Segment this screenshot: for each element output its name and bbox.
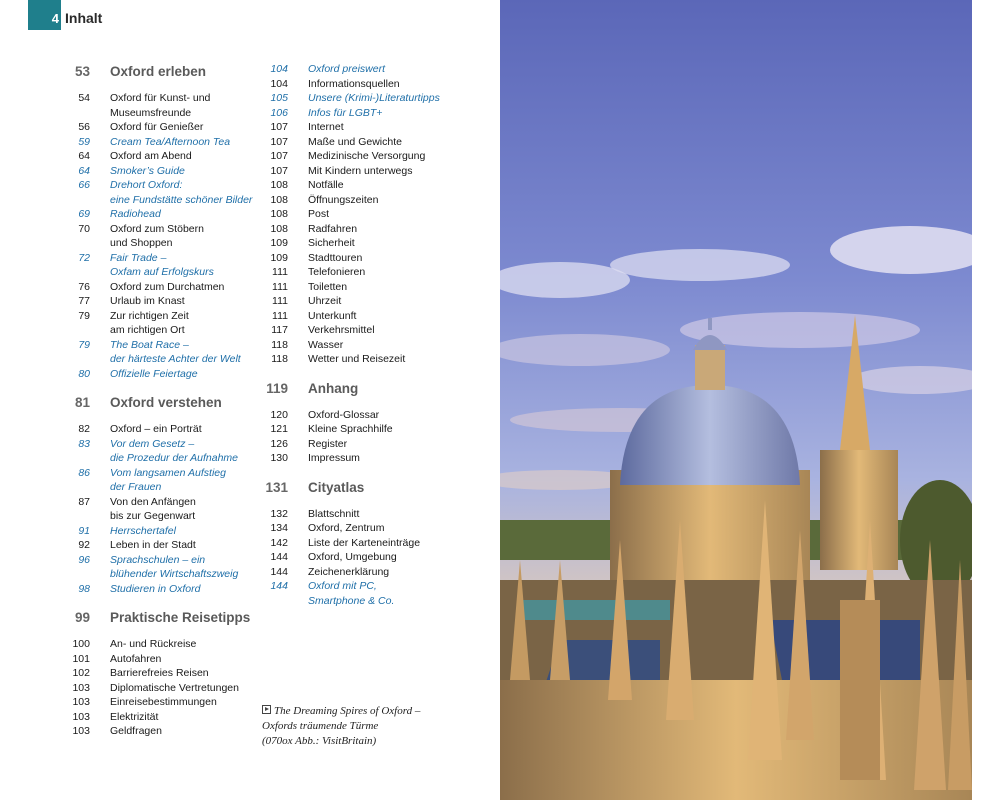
toc-section-heading [60, 64, 260, 91]
toc-box-entry [60, 553, 260, 568]
page-header [28, 0, 102, 30]
toc-section-heading [258, 480, 458, 507]
toc-box-entry [60, 437, 260, 452]
entry-page-number: 107 [270, 135, 288, 148]
entry-title: Unsere (Krimi-)Literaturtipps [308, 92, 440, 104]
entry-title: Elektrizität [110, 710, 159, 723]
toc-entry [60, 280, 260, 295]
toc-entry [258, 294, 458, 309]
toc-box-entry [60, 367, 260, 382]
toc-entry [258, 338, 458, 353]
entry-page-number: 107 [270, 150, 288, 162]
toc-entry [258, 77, 458, 92]
entry-title: Urlaub im Knast [110, 295, 185, 307]
entry-title: Oxford-Glossar [308, 408, 380, 421]
toc-entry [258, 149, 458, 164]
entry-page-number: 103 [72, 710, 90, 723]
toc-box-entry [60, 352, 260, 367]
entry-title: Cream Tea/Afternoon Tea [110, 135, 231, 148]
entry-title: der Frauen [110, 481, 162, 493]
toc-entry [60, 666, 260, 681]
entry-page-number: 70 [78, 222, 90, 235]
entry-title: Informationsquellen [308, 77, 400, 90]
entry-title: Unterkunft [308, 309, 357, 322]
toc-entry [258, 550, 458, 565]
toc-box-entry [258, 62, 458, 77]
entry-title: Kleine Sprachhilfe [308, 423, 393, 435]
entry-page-number [60, 451, 90, 466]
toc-entry [60, 222, 260, 237]
entry-title: Drehort Oxford: [110, 179, 183, 191]
toc-entry [258, 323, 458, 338]
entry-title: Oxford zum Stöbern [110, 222, 204, 235]
entry-title: blühender Wirtschaftszweig [110, 568, 239, 580]
entry-title: Autofahren [110, 652, 162, 665]
toc-entry [60, 149, 260, 164]
toc-column-left [60, 62, 260, 739]
section-page-number: 131 [265, 479, 288, 495]
oxford-skyline-photo [500, 0, 972, 800]
entry-page-number: 59 [78, 135, 90, 148]
toc-box-entry [60, 207, 260, 222]
caption-line-2: Oxfords träumende Türme [262, 720, 379, 732]
section-title: Cityatlas [308, 479, 365, 495]
toc-entry [258, 265, 458, 280]
entry-title: Mit Kindern unterwegs [308, 164, 413, 177]
entry-page-number: 144 [270, 565, 288, 578]
entry-title: Smoker’s Guide [110, 164, 185, 177]
entry-title: Barrierefreies Reisen [110, 667, 209, 679]
toc-box-entry [60, 338, 260, 353]
toc-section-heading [258, 381, 458, 408]
entry-title: Zur richtigen Zeit [110, 309, 189, 322]
entry-title: Register [308, 437, 348, 450]
section-title: Praktische Reisetipps [110, 610, 251, 625]
toc-entry [60, 323, 260, 338]
toc-section-heading [60, 395, 260, 422]
toc-box-entry [60, 164, 260, 179]
toc-entry [60, 495, 260, 510]
toc-box-entry [258, 91, 458, 106]
toc-entry [258, 565, 458, 580]
entry-title: Toiletten [308, 280, 348, 293]
toc-entry [258, 164, 458, 179]
toc-entry [258, 222, 458, 237]
entry-page-number: 108 [270, 179, 288, 191]
entry-page-number: 126 [270, 437, 288, 450]
toc-box-entry [258, 106, 458, 121]
toc-entry [60, 637, 260, 652]
entry-title: Oxford mit PC, [308, 580, 377, 592]
entry-title: Wetter und Reisezeit [308, 353, 406, 365]
entry-page-number [60, 567, 90, 582]
entry-title: Wasser [308, 338, 344, 351]
toc-box-entry [60, 466, 260, 481]
entry-page-number: 111 [272, 295, 288, 307]
toc-entry [258, 193, 458, 208]
entry-page-number: 108 [270, 222, 288, 235]
page-title: Inhalt [65, 10, 103, 26]
entry-title: Sicherheit [308, 237, 355, 249]
toc-box-entry [258, 579, 458, 594]
entry-page-number: 130 [270, 452, 288, 464]
entry-page-number: 134 [270, 522, 288, 534]
entry-title: Radfahren [308, 222, 358, 235]
toc-entry [258, 536, 458, 551]
entry-page-number [60, 323, 90, 338]
entry-title: Internet [308, 121, 344, 133]
entry-page-number: 109 [270, 237, 288, 249]
toc-entry [258, 280, 458, 295]
entry-page-number: 100 [72, 638, 90, 650]
entry-title: Oxford für Kunst- und [110, 92, 211, 104]
entry-page-number: 107 [270, 164, 288, 177]
entry-page-number: 79 [78, 338, 90, 351]
entry-page-number: 105 [270, 92, 288, 104]
entry-title: Oxford für Genießer [110, 121, 204, 133]
toc-entry [60, 538, 260, 553]
entry-title: und Shoppen [110, 237, 173, 249]
entry-title: Impressum [308, 452, 360, 464]
entry-title: Uhrzeit [308, 295, 342, 307]
caption-line-1: The Dreaming Spires of Oxford – [274, 705, 421, 717]
entry-title: eine Fundstätte schöner Bilder [110, 193, 253, 206]
toc-entry [258, 521, 458, 536]
entry-page-number: 106 [270, 106, 288, 119]
entry-page-number [258, 594, 288, 609]
entry-title: Diplomatische Vertretungen [110, 681, 239, 694]
entry-page-number [60, 193, 90, 208]
entry-page-number: 91 [78, 524, 90, 537]
entry-page-number: 92 [78, 539, 90, 551]
entry-title: Post [308, 208, 330, 220]
entry-title: Oxford preiswert [308, 63, 386, 75]
toc-entry [60, 309, 260, 324]
toc-section-heading [60, 610, 260, 637]
entry-title: Museumsfreunde [110, 106, 192, 119]
entry-page-number: 101 [72, 652, 90, 665]
entry-page-number: 144 [270, 580, 288, 592]
photo-reference-icon [262, 705, 271, 714]
entry-title: Offizielle Feiertage [110, 367, 198, 380]
toc-entry [258, 251, 458, 266]
toc-entry [258, 135, 458, 150]
entry-page-number: 77 [78, 295, 90, 307]
entry-title: Oxfam auf Erfolgskurs [110, 266, 214, 278]
toc-entry [60, 120, 260, 135]
entry-title: Oxford – ein Porträt [110, 423, 202, 435]
toc-box-entry [60, 135, 260, 150]
entry-page-number: 104 [270, 77, 288, 90]
entry-title: Radiohead [110, 208, 161, 220]
entry-title: Oxford am Abend [110, 150, 192, 162]
entry-title: Fair Trade – [110, 251, 167, 264]
toc-box-entry [60, 480, 260, 495]
entry-page-number: 118 [271, 353, 288, 365]
entry-page-number: 66 [78, 179, 90, 191]
entry-title: Oxford, Zentrum [308, 522, 385, 534]
section-page-number: 119 [266, 380, 288, 396]
toc-entry [258, 451, 458, 466]
section-title: Oxford verstehen [110, 395, 222, 410]
entry-title: Oxford zum Durchatmen [110, 280, 225, 293]
toc-entry [258, 178, 458, 193]
entry-title: Von den Anfängen [110, 495, 196, 508]
entry-title: Blattschnitt [308, 507, 360, 520]
entry-page-number: 111 [272, 309, 288, 322]
entry-title: Notfälle [308, 179, 344, 191]
toc-entry [60, 724, 260, 739]
entry-page-number: 104 [270, 63, 288, 75]
toc-entry [60, 422, 260, 437]
entry-title: Vor dem Gesetz – [110, 437, 195, 450]
toc-column-right [258, 62, 458, 608]
entry-page-number: 96 [78, 553, 90, 566]
entry-page-number: 107 [270, 121, 288, 133]
entry-title: Telefonieren [308, 266, 366, 278]
entry-page-number [60, 352, 90, 367]
entry-title: The Boat Race – [110, 338, 189, 351]
entry-title: Sprachschulen – ein [110, 553, 206, 566]
entry-page-number [60, 265, 90, 280]
entry-page-number: 80 [78, 367, 90, 380]
entry-page-number: 142 [270, 536, 288, 549]
entry-page-number: 118 [271, 338, 288, 351]
entry-page-number: 117 [271, 324, 288, 336]
entry-page-number [60, 509, 90, 524]
toc-entry [60, 236, 260, 251]
toc-entry [258, 309, 458, 324]
entry-page-number: 103 [72, 681, 90, 694]
section-page-number: 81 [74, 395, 90, 410]
entry-page-number: 79 [78, 309, 90, 322]
toc-entry [258, 236, 458, 251]
entry-title: am richtigen Ort [110, 324, 185, 336]
entry-title: Liste der Karteneinträge [308, 536, 421, 549]
toc-box-entry [60, 251, 260, 266]
toc-box-entry [60, 193, 260, 208]
entry-title: Herrschertafel [110, 524, 176, 537]
entry-title: Einreisebestimmungen [110, 696, 217, 708]
entry-page-number: 64 [78, 150, 90, 162]
entry-title: die Prozedur der Aufnahme [110, 452, 239, 464]
toc-entry [258, 352, 458, 367]
entry-page-number: 54 [78, 92, 90, 104]
toc-box-entry [60, 178, 260, 193]
entry-page-number: 86 [78, 466, 90, 479]
entry-page-number: 76 [78, 280, 90, 293]
entry-page-number [60, 236, 90, 251]
toc-entry [258, 507, 458, 522]
toc-entry [258, 207, 458, 222]
entry-page-number: 72 [78, 251, 90, 264]
entry-page-number: 144 [270, 551, 288, 563]
entry-title: Infos für LGBT+ [308, 106, 383, 119]
entry-page-number: 132 [270, 507, 288, 520]
toc-box-entry [60, 582, 260, 597]
entry-page-number: 56 [78, 121, 90, 133]
toc-entry [258, 422, 458, 437]
entry-page-number: 109 [270, 251, 288, 264]
entry-page-number: 87 [78, 495, 90, 508]
entry-title: Verkehrsmittel [308, 324, 375, 336]
entry-title: der härteste Achter der Welt [110, 353, 241, 365]
toc-entry [60, 91, 260, 106]
entry-page-number [60, 480, 90, 495]
entry-page-number: 83 [78, 437, 90, 450]
entry-title: Zeichenerklärung [308, 565, 390, 578]
entry-title: Studieren in Oxford [110, 582, 201, 595]
entry-title: Leben in der Stadt [110, 539, 196, 551]
toc-entry [60, 294, 260, 309]
entry-page-number: 103 [72, 725, 90, 737]
toc-entry [258, 408, 458, 423]
entry-title: Vom langsamen Aufstieg [110, 466, 226, 479]
toc-entry [258, 437, 458, 452]
entry-title: Oxford, Umgebung [308, 551, 397, 563]
toc-entry [60, 681, 260, 696]
entry-title: Geldfragen [110, 725, 162, 737]
entry-title: Maße und Gewichte [308, 135, 402, 148]
entry-page-number: 103 [72, 696, 90, 708]
photo-caption [262, 704, 462, 749]
toc-entry [60, 695, 260, 710]
section-page-number: 53 [74, 64, 90, 79]
toc-entry [60, 106, 260, 121]
toc-box-entry [60, 265, 260, 280]
entry-title: An- und Rückreise [110, 638, 197, 650]
section-title: Oxford erleben [110, 64, 207, 79]
section-page-number: 99 [74, 610, 90, 625]
entry-page-number: 69 [78, 208, 90, 220]
entry-page-number [60, 106, 90, 121]
entry-title: Öffnungszeiten [308, 193, 379, 206]
entry-page-number: 111 [272, 280, 288, 293]
toc-entry [60, 652, 260, 667]
entry-page-number: 121 [270, 423, 288, 435]
entry-title: bis zur Gegenwart [110, 510, 196, 522]
section-title: Anhang [308, 380, 359, 396]
entry-page-number: 120 [270, 408, 288, 421]
entry-page-number: 102 [72, 667, 90, 679]
toc-box-entry [60, 567, 260, 582]
page-number: 4 [28, 0, 61, 30]
entry-page-number: 111 [272, 266, 288, 278]
entry-title: Medizinische Versorgung [308, 150, 426, 162]
toc-box-entry [60, 451, 260, 466]
entry-page-number: 64 [78, 164, 90, 177]
entry-title: Smartphone & Co. [308, 594, 395, 607]
caption-line-3: (070ox Abb.: VisitBritain) [262, 735, 377, 747]
entry-page-number: 82 [78, 423, 90, 435]
toc-entry [60, 509, 260, 524]
entry-page-number: 108 [270, 208, 288, 220]
entry-title: Stadttouren [308, 251, 363, 264]
entry-page-number: 98 [78, 582, 90, 595]
toc-box-entry [60, 524, 260, 539]
toc-entry [258, 120, 458, 135]
toc-box-entry [258, 594, 458, 609]
toc-entry [60, 710, 260, 725]
entry-page-number: 108 [270, 193, 288, 206]
